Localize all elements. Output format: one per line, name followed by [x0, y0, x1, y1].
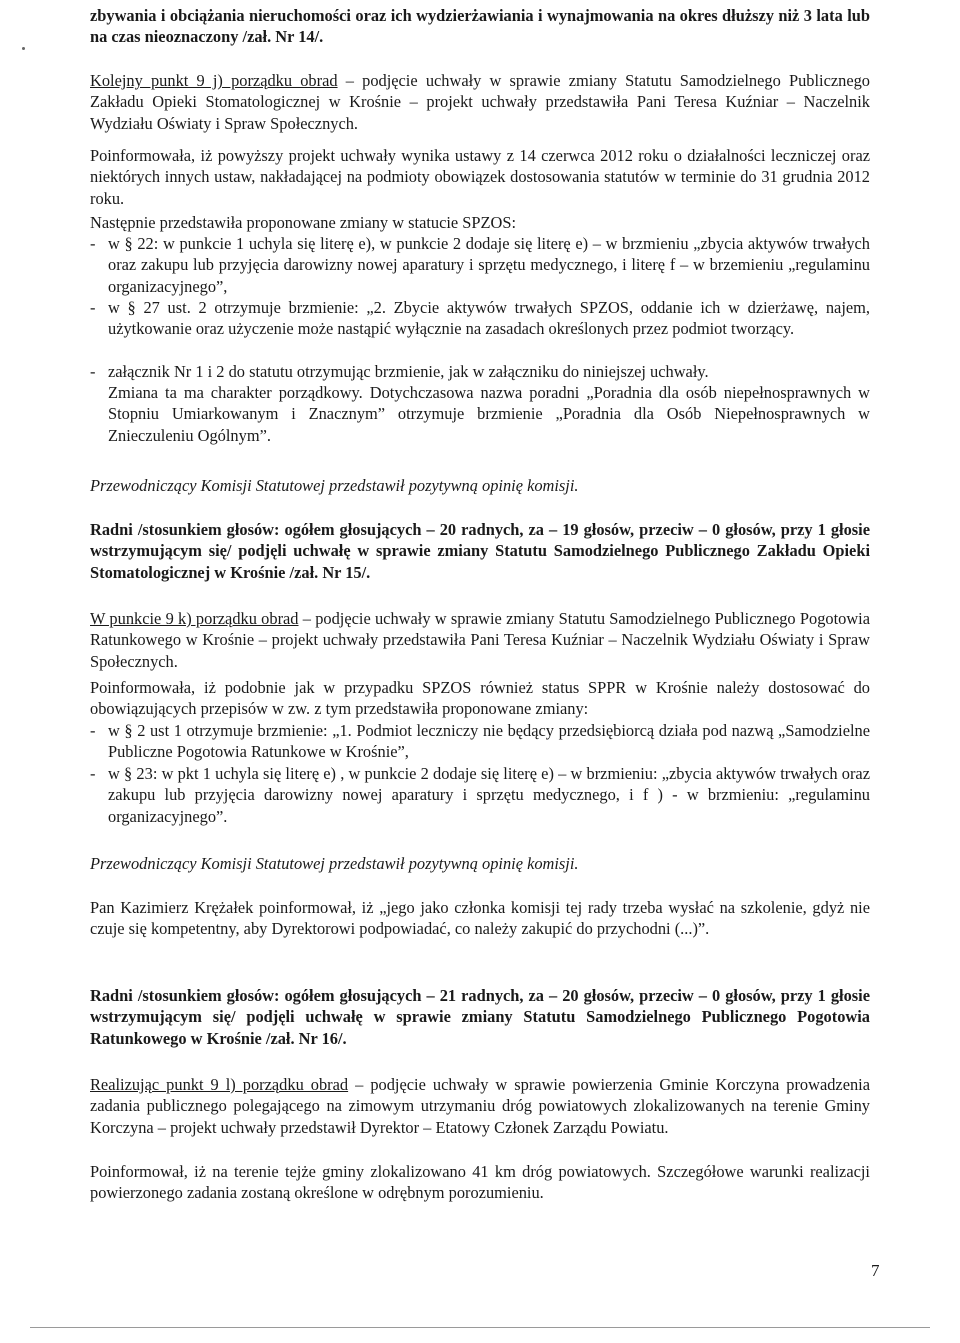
list-item: - w § 23: w pkt 1 uchyla się literę e) , w punkcie 2 dodaje się literę e) – w brzmieniu: „zbycia aktywów trwałych oraz zakupu lub przyjęcia darowizny nowej aparatury i sprzętu medycznego, i f ) - w brzmieniu: „regulaminu organizacyjnego”. — [90, 764, 870, 826]
continued-resolution-text: zbywania i obciążania nieruchomości oraz ich wydzierżawiania i wynajmowania na okres dłuższy niż 3 lata lub na czas nieoznaczony /zał. Nr 14/. — [90, 6, 870, 47]
section-9k-info: Poinformowała, iż podobnie jak w przypadku SPZOS również status SPPR w Krośnie należy dostosować do obowiązujących przepisów w zw. z tym przedstawiła proponowane zmiany: — [90, 678, 870, 719]
section-9l-info: Poinformował, iż na terenie tejże gminy zlokalizowano 41 km dróg powiatowych. Szczegółowe warunki realizacji powierzonego zadania zostaną określone w odrębnym porozumieniu. — [90, 1162, 870, 1203]
scan-speck — [22, 47, 25, 50]
section-9k-quote: Pan Kazimierz Krężałek poinformował, iż „jego jako członka komisji tej rady trzeba wysłać na szkolenie, gdyż nie czuje się kompetentny, aby Dyrektorowi podpowiadać, co należy zakupić do przychodni (...)”. — [90, 898, 870, 939]
section-9j-opinion: Przewodniczący Komisji Statutowej przedstawił pozytywną opinię komisji. — [90, 476, 579, 495]
page-number: 7 — [871, 1261, 880, 1280]
section-9k-paragraph: W punkcie 9 k) porządku obrad – podjęcie uchwały w sprawie zmiany Statutu Samodzielnego Publicznego Pogotowia Ratunkowego w Krośnie – projekt uchwały przedstawiła Pani Teresa Kuźniar – Naczelnik Wydziału Oświaty i Spraw Społecznych. — [90, 609, 870, 671]
list-item: - załącznik Nr 1 i 2 do statutu otrzymując brzmienie, jak w załączniku do niniejszej uchwały. — [90, 362, 709, 381]
section-9j-note: Zmiana ta ma charakter porządkowy. Dotychczasowa nazwa poradni „Poradnia dla osób niepełnosprawnych w Stopniu Umiarkowanym i Znacznym” otrzymuje brzmienie „Poradnia dla Osób Niepełnosprawnych w Znieczuleniu Ogólnym”. — [108, 383, 870, 445]
section-9k-opinion: Przewodniczący Komisji Statutowej przedstawił pozytywną opinię komisji. — [90, 854, 579, 873]
section-9k-heading: W punkcie 9 k) porządku obrad — [90, 609, 299, 628]
section-9l-paragraph: Realizując punkt 9 l) porządku obrad – podjęcie uchwały w sprawie powierzenia Gminie Korczyna prowadzenia zadania publicznego polegającego na zimowym utrzymaniu dróg powiatowych zlokalizowanych na terenie Gminy Korczyna – projekt uchwały przedstawił Dyrektor – Etatowy Członek Zarządu Powiatu. — [90, 1075, 871, 1137]
section-9l-heading: Realizując punkt 9 l) porządku obrad — [90, 1075, 349, 1094]
section-9j-intro: Następnie przedstawiła proponowane zmiany w statucie SPZOS: — [90, 213, 517, 232]
list-item: - w § 2 ust 1 otrzymuje brzmienie: „1. Podmiot leczniczy nie będący przedsiębiorcą działa pod nazwą „Samodzielne Publiczne Pogotowia Ratunkowe w Krośnie”, — [90, 721, 870, 762]
section-9j-vote: Radni /stosunkiem głosów: ogółem głosujących – 20 radnych, za – 19 głosów, przeciw – 0 głosów, przy 1 głosie wstrzymującym się/ podjęli uchwałę w sprawie zmiany Statutu Samodzielnego Publicznego Zakładu Opieki Stomatologicznej w Krośnie /zał. Nr 15/. — [90, 520, 870, 582]
list-item: - w § 22: w punkcie 1 uchyla się literę e), w punkcie 2 dodaje się literę e) – w brzmieniu „zbycia aktywów trwałych oraz zakupu lub przyjęcia darowizny nowej aparatury i sprzętu medycznego, i literę f – w brzemieniu „regulaminu organizacyjnego”, — [90, 234, 870, 296]
list-item: - w § 27 ust. 2 otrzymuje brzmienie: „2. Zbycie aktywów trwałych SPZOS, oddanie ich w dzierżawę, najem, użytkowanie oraz użyczenie może nastąpić wyłącznie na zasadach określonych przez podmiot tworzący. — [90, 298, 870, 339]
section-9j-heading: Kolejny punkt 9 j) porządku obrad — [90, 71, 338, 90]
scan-bottom-rule — [30, 1327, 930, 1328]
section-9j-paragraph: Kolejny punkt 9 j) porządku obrad – podjęcie uchwały w sprawie zmiany Statutu Samodzielnego Publicznego Zakładu Opieki Stomatologicznej w Krośnie – projekt uchwały przedstawiła Pani Teresa Kuźniar – Naczelnik Wydziału Oświaty i Spraw Społecznych. — [90, 71, 870, 133]
section-9k-vote: Radni /stosunkiem głosów: ogółem głosujących – 21 radnych, za – 20 głosów, przeciw – 0 głosów, przy 1 głosie wstrzymującym się/ podjęli uchwałę w sprawie zmiany Statutu Samodzielnego Publicznego Pogotowia Ratunkowego w Krośnie /zał. Nr 16/. — [90, 986, 870, 1048]
section-9j-info: Poinformowała, iż powyższy projekt uchwały wynika ustawy z 14 czerwca 2012 roku o działalności leczniczej oraz niektórych innych ustaw, nakładającej na podmioty obowiązek dostosowania statutów w terminie do 31 grudnia 2012 roku. — [90, 146, 870, 208]
